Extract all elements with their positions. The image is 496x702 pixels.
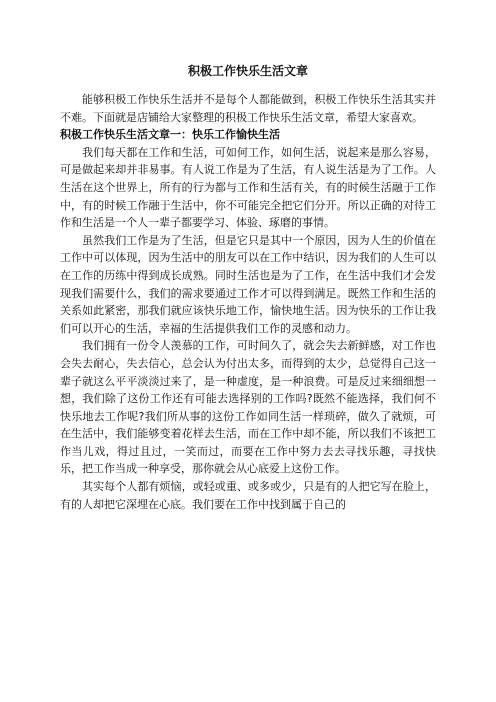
body-paragraph-2: 虽然我们工作是为了生活，但是它只是其中一个原因，因为人生的价值在工作中可以体现，因为生活中的朋友可以在工作中结识，因为我们的人生可以在工作的历练中得到成长成熟。同时生活也是为了工作，在生活中我们才会发现我们需要什么，我们的需求要通过工作才可以得到满足。既然工作和生活的关系如此紧密，那我们就应该快乐地工作，愉快地生活。因为快乐的工作让我们可以开心的生活，幸福的生活提供我们工作的灵感和动力。 (60, 233, 436, 335)
body-paragraph-1: 我们每天都在工作和生活，可如何工作，如何生活，说起来是那么容易，可是做起来却并非易事。有人说工作是为了生活，有人说生活是为了工作。人生活在这个世界上，所有的行为都与工作和生活有关，有的时候生活融于工作中，有的时候工作融于生活中，你不可能完全把它们分开。所以正确的对待工作和生活是一个人一辈子都要学习、体验、琢磨的事情。 (60, 145, 436, 230)
document-page (60, 62, 436, 513)
section-heading: 积极工作快乐生活文章一：快乐工作愉快生活 (60, 128, 280, 142)
body-paragraph-3: 我们拥有一份令人羡慕的工作，可时间久了，就会失去新鲜感，对工作也会失去耐心，失去信心，总会认为付出太多，而得到的太少，总觉得自己这一辈子就这么平平淡淡过来了，是一种虚度，是一种浪费。可是反过来细细想一想，我们除了这份工作还有可能去选择别的工作吗?既然不能选择，我们何不快乐地去工作呢?我们所从事的这份工作如同生活一样琐碎，做久了就烦，可在生活中，我们能够变着花样去生活，而在工作中却不能，所以我们不该把工作当儿戏，得过且过，一笑而过，而要在工作中努力去去寻找乐趣，寻找快乐，把工作当成一种享受，那你就会从心底爱上这份工作。 (60, 339, 436, 476)
body-paragraph-4: 其实每个人都有烦恼，或轻或重、或多或少，只是有的人把它写在脸上，有的人却把它深埋在心底。我们要在工作中找到属于自己的 (60, 480, 436, 511)
intro-paragraph: 能够积极工作快乐生活并不是每个人都能做到，积极工作快乐生活其实并不难。下面就是店铺给大家整理的积极工作快乐生活文章，希望大家喜欢。 (60, 93, 436, 124)
document-title: 积极工作快乐生活文章 (187, 64, 308, 78)
